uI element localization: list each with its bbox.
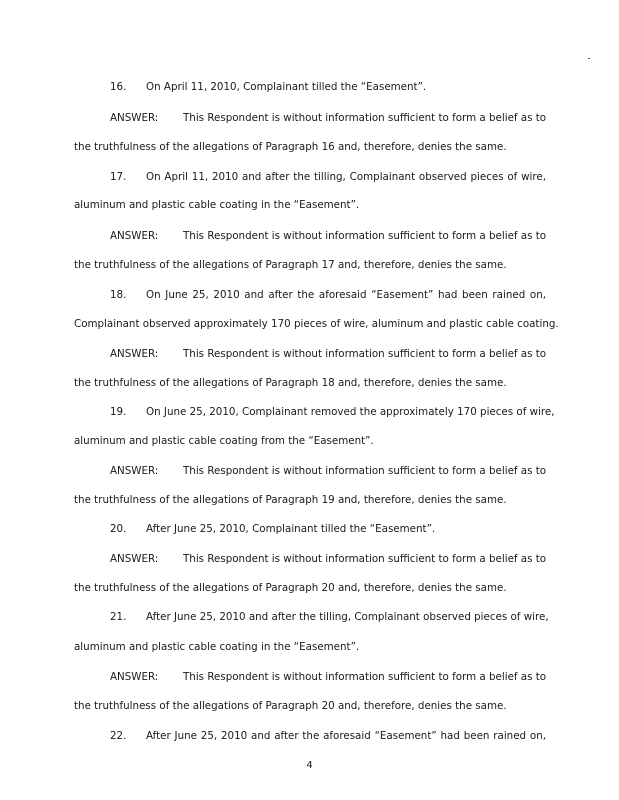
answer-text: This Respondent is without information sufficient to form a belief as to bbox=[183, 112, 547, 124]
paragraph-number: 19. bbox=[110, 406, 127, 418]
allegation-text: After June 25, 2010, Complainant tilled the “Easement”. bbox=[146, 523, 436, 535]
paragraph-number: 18. bbox=[110, 289, 127, 301]
answer-continuation: the truthfulness of the allegations of Paragraph 17 and, therefore, denies the same. bbox=[74, 259, 507, 271]
scan-speck bbox=[588, 58, 590, 59]
allegation-text: On April 11, 2010 and after the tilling, Complainant observed pieces of wire, bbox=[146, 171, 546, 183]
answer-label: ANSWER: bbox=[110, 230, 159, 242]
answer-label: ANSWER: bbox=[110, 671, 159, 683]
answer-label: ANSWER: bbox=[110, 465, 159, 477]
answer-continuation: the truthfulness of the allegations of Paragraph 20 and, therefore, denies the same. bbox=[74, 582, 507, 594]
paragraph-number: 17. bbox=[110, 171, 127, 183]
answer-text: This Respondent is without information sufficient to form a belief as to bbox=[183, 553, 547, 565]
answer-label: ANSWER: bbox=[110, 553, 159, 565]
answer-continuation: the truthfulness of the allegations of Paragraph 16 and, therefore, denies the same. bbox=[74, 141, 507, 153]
answer-text: This Respondent is without information sufficient to form a belief as to bbox=[183, 230, 547, 242]
allegation-continuation: aluminum and plastic cable coating in the “Easement”. bbox=[74, 641, 360, 653]
allegation-continuation: aluminum and plastic cable coating from the “Easement”. bbox=[74, 435, 374, 447]
answer-label: ANSWER: bbox=[110, 348, 159, 360]
paragraph-number: 22. bbox=[110, 730, 127, 742]
answer-text: This Respondent is without information sufficient to form a belief as to bbox=[183, 465, 547, 477]
answer-text: This Respondent is without information sufficient to form a belief as to bbox=[183, 348, 547, 360]
answer-continuation: the truthfulness of the allegations of Paragraph 20 and, therefore, denies the same. bbox=[74, 700, 507, 712]
paragraph-number: 20. bbox=[110, 523, 127, 535]
page-number: 4 bbox=[306, 760, 313, 771]
allegation-text: After June 25, 2010 and after the aforesaid “Easement” had been rained on, bbox=[146, 730, 546, 742]
answer-text: This Respondent is without information sufficient to form a belief as to bbox=[183, 671, 547, 683]
allegation-text: After June 25, 2010 and after the tilling, Complainant observed pieces of wire, bbox=[146, 611, 549, 623]
allegation-text: On June 25, 2010, Complainant removed the approximately 170 pieces of wire, bbox=[146, 406, 555, 418]
paragraph-number: 16. bbox=[110, 81, 127, 93]
paragraph-number: 21. bbox=[110, 611, 127, 623]
allegation-text: On April 11, 2010, Complainant tilled the “Easement”. bbox=[146, 81, 427, 93]
answer-continuation: the truthfulness of the allegations of Paragraph 18 and, therefore, denies the same. bbox=[74, 377, 507, 389]
allegation-text: On June 25, 2010 and after the aforesaid “Easement” had been rained on, bbox=[146, 289, 546, 301]
answer-continuation: the truthfulness of the allegations of Paragraph 19 and, therefore, denies the same. bbox=[74, 494, 507, 506]
answer-label: ANSWER: bbox=[110, 112, 159, 124]
allegation-continuation: aluminum and plastic cable coating in the “Easement”. bbox=[74, 199, 360, 211]
allegation-continuation: Complainant observed approximately 170 pieces of wire, aluminum and plastic cable coating. bbox=[74, 318, 559, 330]
